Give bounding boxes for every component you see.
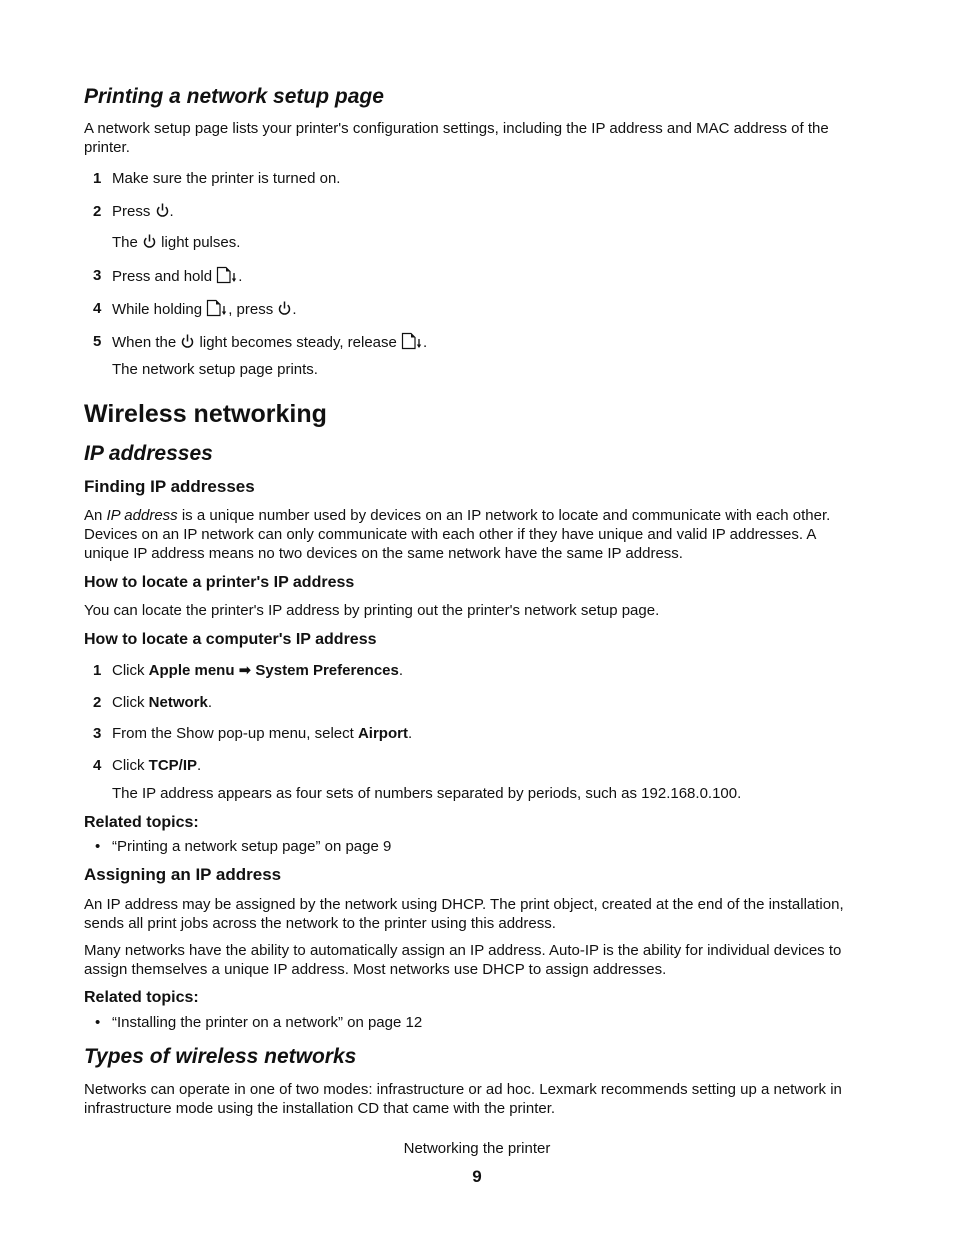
step-number: 5 [93, 333, 102, 350]
step-text: Press [112, 203, 155, 220]
finding-ip-line-1: An IP address is a unique number used by devices on an IP network to locate and communicate with each other. [84, 507, 831, 524]
footer-chapter-name: Networking the printer [403, 1140, 551, 1157]
step-number: 3 [93, 267, 102, 284]
bullet-icon: • [95, 838, 101, 855]
assigning-para-2: Many networks have the ability to automatically assign an IP address. Auto-IP is the ability for individual devices to assign themselves a unique IP address. Most networks use DHCP to assign addresses. [84, 942, 842, 978]
power-icon [155, 202, 170, 224]
subsection-title-printer-ip: How to locate a printer's IP address [84, 574, 355, 591]
step-number: 3 [93, 725, 102, 742]
finding-ip-line-2: Devices on an IP network can only communicate with each other if they have unique and valid IP addresses. A [84, 526, 817, 543]
step-number: 2 [93, 203, 102, 220]
assigning-para-1: An IP address may be assigned by the network using DHCP. The print object, created at the end of the installation, sends all print jobs across the network to the printer using this address. [84, 896, 844, 932]
page-number: 9 [472, 1167, 482, 1186]
step-2-note: The light pulses. [112, 233, 240, 255]
step-number: 4 [93, 300, 102, 317]
subsection-title-finding-ip: Finding IP addresses [84, 477, 255, 496]
step-text: Make sure the printer is turned on. [112, 170, 341, 187]
power-icon [142, 233, 157, 255]
chapter-title: Wireless networking [84, 400, 327, 428]
computer-ip-result: The IP address appears as four sets of numbers separated by periods, such as 192.168.0.100. [112, 785, 742, 802]
related-topics-title-1: Related topics: [84, 814, 199, 831]
finding-ip-line-3: unique IP address means no two devices on the same network have the same IP address. [84, 545, 683, 562]
step-text: While holding [112, 301, 207, 318]
printer-ip-text: You can locate the printer's IP address by printing out the printer's network setup page. [84, 602, 660, 619]
step-number: 4 [93, 757, 102, 774]
power-icon [277, 300, 292, 322]
power-icon [180, 333, 195, 355]
section-title-types-wireless: Types of wireless networks [84, 1045, 357, 1068]
bullet-icon: • [95, 1014, 101, 1031]
section-title-ip-addresses: IP addresses [84, 442, 213, 465]
step-text: Press and hold [112, 268, 217, 285]
step-number: 1 [93, 662, 102, 679]
section-intro: A network setup page lists your printer's configuration settings, including the IP address and MAC address of the printer. [84, 120, 829, 156]
types-text: Networks can operate in one of two modes: infrastructure or ad hoc. Lexmark recommends setting up a network in infrastructure mode using the installation CD that came with the printer. [84, 1081, 842, 1117]
related-topics-title-2: Related topics: [84, 989, 199, 1006]
network-page-icon [216, 266, 238, 289]
step-number: 1 [93, 170, 102, 187]
step-text: When the [112, 334, 181, 351]
step-number: 2 [93, 694, 102, 711]
section-title-printing-setup-page: Printing a network setup page [84, 85, 384, 108]
arrow-right-icon: ➡ [234, 662, 256, 679]
subsection-title-assigning-ip: Assigning an IP address [84, 865, 282, 884]
network-page-icon [401, 332, 423, 355]
subsection-title-computer-ip: How to locate a computer's IP address [84, 631, 377, 648]
step-result: The network setup page prints. [112, 361, 318, 378]
network-page-icon [206, 299, 228, 322]
